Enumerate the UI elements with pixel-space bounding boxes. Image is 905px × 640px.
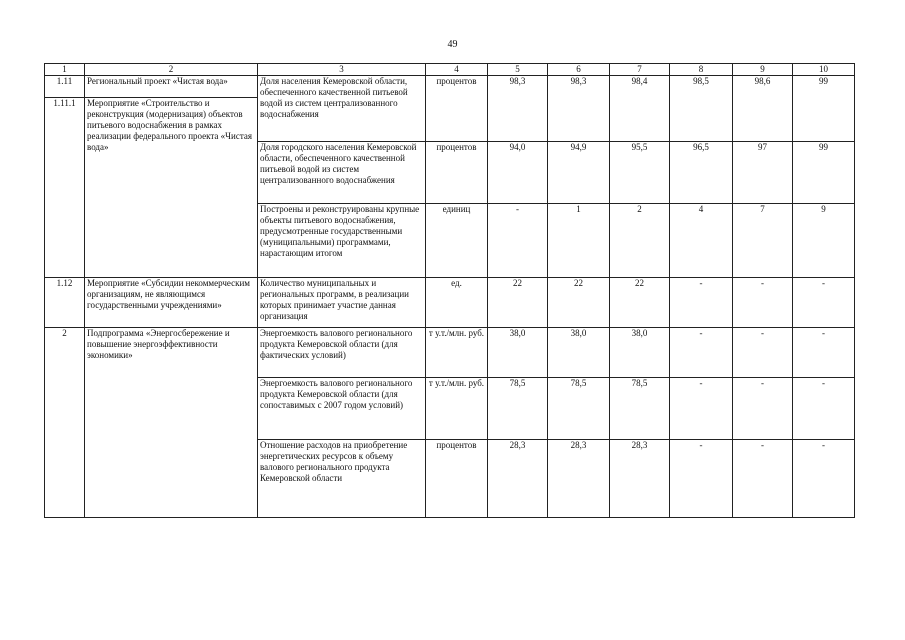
table-row [45, 328, 855, 378]
column-header: 6 [548, 64, 610, 76]
column-header: 5 [488, 64, 548, 76]
indicator-text: Отношение расходов на приобретение энергетических ресурсов к объему валового регионального продукта Кемеровской области [258, 440, 426, 518]
value-cell: 9 [793, 204, 855, 278]
value-cell: - [670, 278, 733, 328]
value-cell: 98,4 [610, 76, 670, 142]
value-cell: - [488, 204, 548, 278]
value-cell: - [670, 440, 733, 518]
value-cell: - [733, 378, 793, 440]
column-header: 10 [793, 64, 855, 76]
value-cell: - [733, 278, 793, 328]
unit-cell: единиц [426, 204, 488, 278]
value-cell: 97 [733, 142, 793, 204]
unit-cell: процентов [426, 142, 488, 204]
value-cell: 38,0 [548, 328, 610, 378]
value-cell: - [793, 328, 855, 378]
value-cell: 22 [610, 278, 670, 328]
column-header: 1 [45, 64, 85, 76]
indicator-text: Построены и реконструированы крупные объекты питьевого водоснабжения, предусмотренные государственными (муниципальными) программами, нарастающим итогом [258, 204, 426, 278]
value-cell: 38,0 [488, 328, 548, 378]
value-cell: - [733, 440, 793, 518]
value-cell: - [793, 378, 855, 440]
unit-cell: т у.т./млн. руб. [426, 328, 488, 378]
header-row [45, 64, 855, 76]
row-number: 1.11.1 [45, 98, 85, 278]
row-number: 2 [45, 328, 85, 518]
row-name: Мероприятие «Субсидии некоммерческим организациям, не являющимся государственными учреждениями» [85, 278, 258, 328]
value-cell: 28,3 [548, 440, 610, 518]
value-cell: 2 [610, 204, 670, 278]
value-cell: 1 [548, 204, 610, 278]
value-cell: 95,5 [610, 142, 670, 204]
value-cell: 98,3 [548, 76, 610, 142]
row-name: Подпрограмма «Энергосбережение и повышение энергоэффективности экономики» [85, 328, 258, 518]
value-cell: - [670, 378, 733, 440]
row-name: Мероприятие «Строительство и реконструкция (модернизация) объектов питьевого водоснабжения в рамках реализации федерального проекта «Чистая вода» [85, 98, 258, 278]
value-cell: - [733, 328, 793, 378]
indicator-text: Количество муниципальных и региональных программ, в реализации которых принимает участие данная организация [258, 278, 426, 328]
unit-cell: т у.т./млн. руб. [426, 378, 488, 440]
unit-cell: ед. [426, 278, 488, 328]
value-cell: 78,5 [610, 378, 670, 440]
indicators-table [44, 63, 855, 518]
value-cell: 96,5 [670, 142, 733, 204]
value-cell: 28,3 [488, 440, 548, 518]
value-cell: 78,5 [488, 378, 548, 440]
value-cell: 38,0 [610, 328, 670, 378]
value-cell: 4 [670, 204, 733, 278]
indicator-text: Доля городского населения Кемеровской области, обеспеченного качественной питьевой водой из систем централизованного водоснабжения [258, 142, 426, 204]
column-header: 8 [670, 64, 733, 76]
value-cell: 7 [733, 204, 793, 278]
value-cell: 98,6 [733, 76, 793, 142]
column-header: 3 [258, 64, 426, 76]
value-cell: 99 [793, 76, 855, 142]
column-header: 9 [733, 64, 793, 76]
value-cell: 94,0 [488, 142, 548, 204]
value-cell: 22 [488, 278, 548, 328]
value-cell: 98,3 [488, 76, 548, 142]
value-cell: - [793, 278, 855, 328]
column-header: 2 [85, 64, 258, 76]
indicator-text: Энергоемкость валового регионального продукта Кемеровской области (для фактических условий) [258, 328, 426, 378]
unit-cell: процентов [426, 440, 488, 518]
page-number: 49 [447, 39, 458, 50]
row-name: Региональный проект «Чистая вода» [85, 76, 258, 98]
value-cell: 22 [548, 278, 610, 328]
row-number: 1.12 [45, 278, 85, 328]
value-cell: 98,5 [670, 76, 733, 142]
table-row [45, 278, 855, 328]
table-row [45, 76, 855, 98]
unit-cell: процентов [426, 76, 488, 142]
value-cell: 28,3 [610, 440, 670, 518]
column-header: 7 [610, 64, 670, 76]
value-cell: - [670, 328, 733, 378]
value-cell: 99 [793, 142, 855, 204]
row-number: 1.11 [45, 76, 85, 98]
value-cell: - [793, 440, 855, 518]
value-cell: 94,9 [548, 142, 610, 204]
column-header: 4 [426, 64, 488, 76]
indicator-text: Энергоемкость валового регионального продукта Кемеровской области (для сопоставимых с 2007 годом условий) [258, 378, 426, 440]
indicator-text: Доля населения Кемеровской области, обеспеченного качественной питьевой водой из систем централизованного водоснабжения [258, 76, 426, 142]
value-cell: 78,5 [548, 378, 610, 440]
